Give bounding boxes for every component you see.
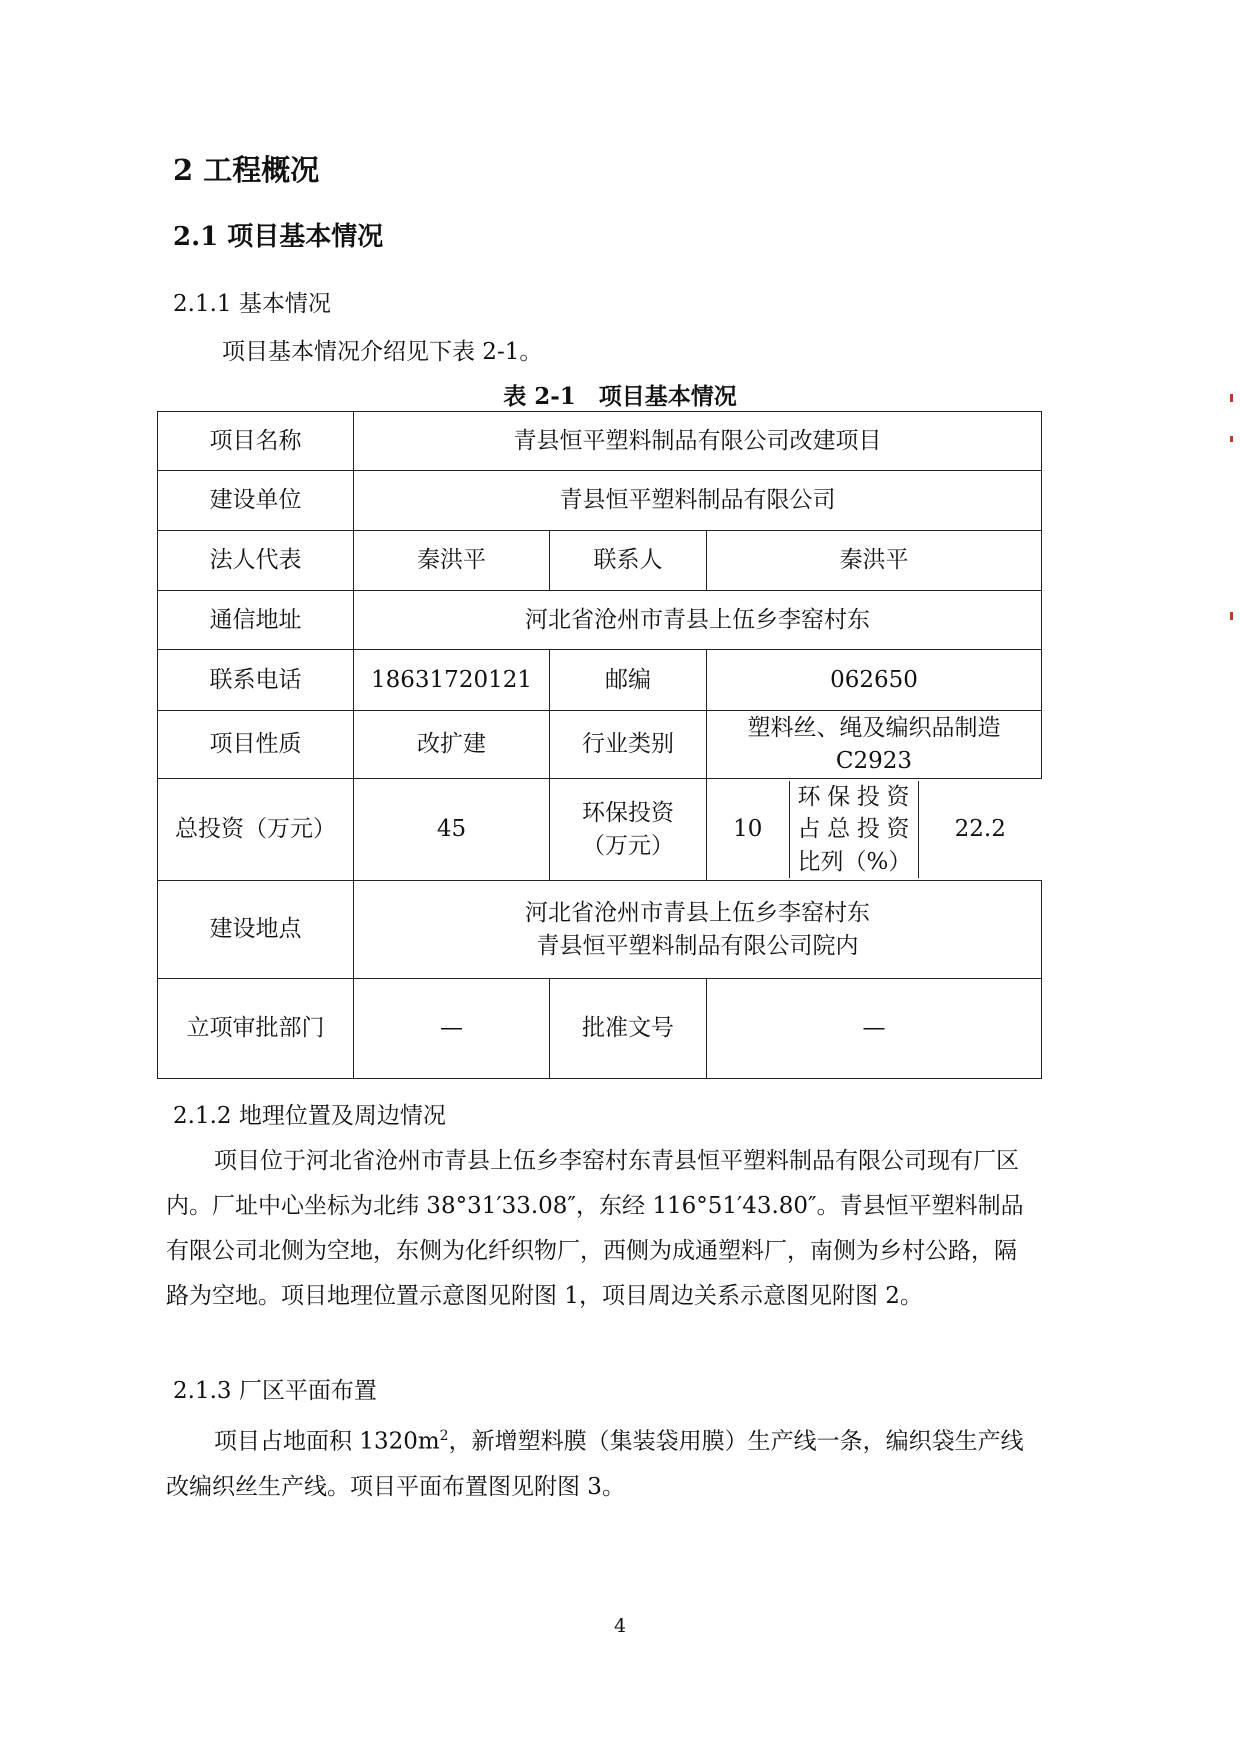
page-number: 4 <box>613 1615 627 1637</box>
location-paragraph: 项目位于河北省沧州市青县上伍乡李窑村东青县恒平塑料制品有限公司现有厂区内。厂址中心坐标为北纬 38°31′33.08″，东经 116°51′43.80″。青县恒平塑料制品有限公司北侧为空地，东侧为化纤织物厂，西侧为成通塑料厂，南侧为乡村公路，隔路为空地。项目地理位置示意图见附图 1，项目周边关系示意图见附图 2。 <box>166 1148 1024 1309</box>
env-ratio-subtable <box>707 781 1042 878</box>
scan-mark <box>1230 436 1233 442</box>
scan-mark <box>1230 394 1233 402</box>
project-info-table <box>157 411 1042 1079</box>
approval-dept-value: — <box>354 979 550 1079</box>
total-investment-value: 45 <box>354 779 550 881</box>
ratio-value: 22.2 <box>954 816 1006 843</box>
table-row <box>158 979 1042 1079</box>
contact-value: 秦洪平 <box>707 531 1042 591</box>
location-heading: 2.1.2 地理位置及周边情况 <box>173 1103 446 1129</box>
site-value <box>354 881 1042 979</box>
ratio-label-line2: 占总投资 <box>797 816 910 843</box>
env-investment-label-line1: 环保投资 <box>582 800 674 827</box>
section-heading: 2 工程概况 <box>173 153 320 187</box>
env-ratio-cell <box>707 779 1042 881</box>
legal-rep-value: 秦洪平 <box>354 531 550 591</box>
subsection-heading: 2.1 项目基本情况 <box>173 222 384 252</box>
approval-no-label: 批准文号 <box>550 979 707 1079</box>
ratio-label-line3: 比列（%） <box>797 848 912 875</box>
industry-value: 塑料丝、绳及编织品制造 C2923 <box>707 711 1042 779</box>
builder-label: 建设单位 <box>158 471 354 531</box>
phone-value: 18631720121 <box>354 650 550 711</box>
nature-label: 项目性质 <box>158 711 354 779</box>
industry-label: 行业类别 <box>550 711 707 779</box>
scan-mark <box>1230 612 1233 620</box>
site-value-line1: 河北省沧州市青县上伍乡李窑村东 <box>525 900 870 927</box>
phone-label: 联系电话 <box>158 650 354 711</box>
project-name-value: 青县恒平塑料制品有限公司改建项目 <box>354 412 1042 471</box>
table-row <box>158 412 1042 471</box>
basic-info-heading: 2.1.1 基本情况 <box>173 291 331 317</box>
table-caption: 表 2-1 项目基本情况 <box>503 383 737 410</box>
env-investment-label-line2: （万元） <box>582 832 674 859</box>
layout-text-a: 项目占地面积 1320m <box>214 1428 440 1455</box>
table-row <box>158 531 1042 591</box>
total-investment-label: 总投资（万元） <box>158 779 354 881</box>
contact-label: 联系人 <box>550 531 707 591</box>
ratio-label <box>789 781 918 878</box>
table-row <box>158 591 1042 650</box>
zip-label: 邮编 <box>550 650 707 711</box>
env-investment-value: 10 <box>707 781 789 878</box>
env-investment-label <box>550 779 707 881</box>
layout-text-b: ，新增塑料膜（集装袋用膜）生产线一条，编织袋生产线改编织丝生产线。项目平面布置图见附图 3。 <box>166 1428 1024 1500</box>
ratio-label-line1: 环保投资 <box>797 784 910 811</box>
legal-rep-label: 法人代表 <box>158 531 354 591</box>
site-value-line2: 青县恒平塑料制品有限公司院内 <box>536 932 859 959</box>
approval-dept-label: 立项审批部门 <box>158 979 354 1079</box>
table-row <box>158 779 1042 881</box>
address-label: 通信地址 <box>158 591 354 650</box>
layout-heading: 2.1.3 厂区平面布置 <box>173 1378 377 1404</box>
layout-paragraph <box>166 1414 1034 1510</box>
table-row <box>158 650 1042 711</box>
zip-value: 062650 <box>707 650 1042 711</box>
approval-no-value: — <box>707 979 1042 1079</box>
nature-value: 改扩建 <box>354 711 550 779</box>
table-row <box>158 881 1042 979</box>
intro-text: 项目基本情况介绍见下表 2-1。 <box>222 339 543 365</box>
table-row <box>158 471 1042 531</box>
area-unit-superscript: 2 <box>439 1428 449 1444</box>
builder-value: 青县恒平塑料制品有限公司 <box>354 471 1042 531</box>
table-row <box>158 711 1042 779</box>
address-value: 河北省沧州市青县上伍乡李窑村东 <box>354 591 1042 650</box>
site-label: 建设地点 <box>158 881 354 979</box>
project-name-label: 项目名称 <box>158 412 354 471</box>
